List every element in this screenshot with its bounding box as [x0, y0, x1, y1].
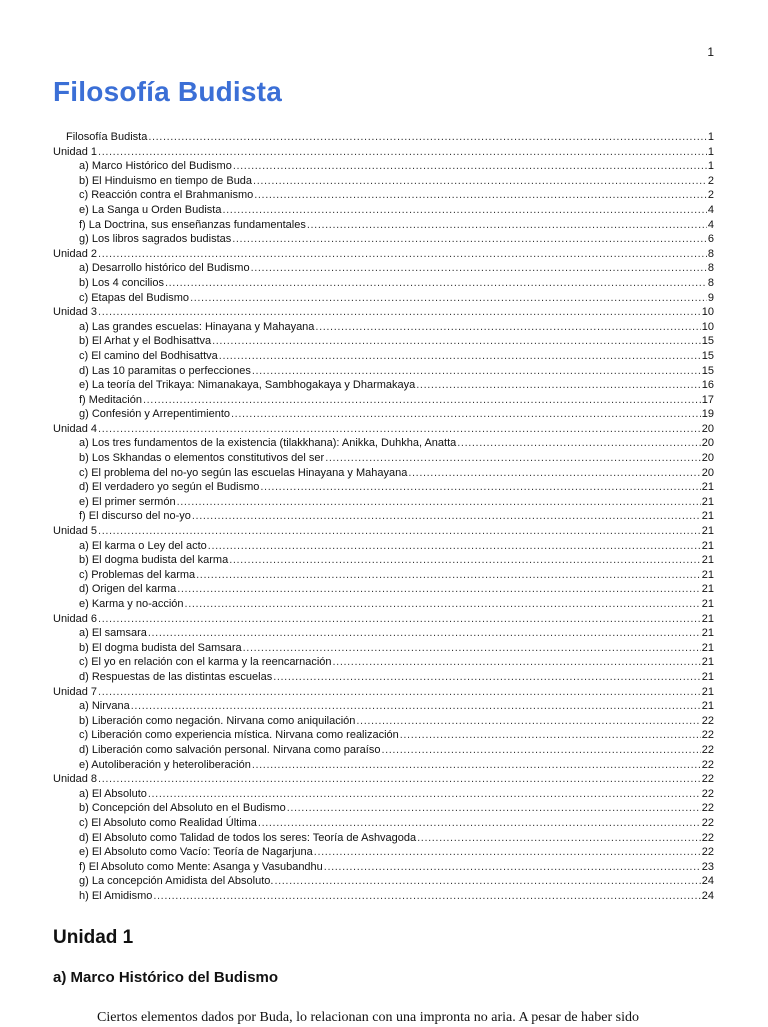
toc-entry-title: a) Los tres fundamentos de la existencia (tilakkhana): Anikka, Duhkha, Anatta [79, 437, 457, 450]
toc-entry-title: e) La teoría del Trikaya: Nimanakaya, Sambhogakaya y Dharmakaya [79, 379, 416, 392]
toc-dot-leader [314, 845, 701, 860]
toc-entry-page: 10 [701, 306, 714, 319]
toc-entry[interactable] [53, 218, 714, 233]
toc-dot-leader [233, 159, 707, 174]
toc-entry-page: 2 [707, 189, 714, 202]
toc-entry-page: 15 [701, 364, 714, 377]
toc-entry[interactable] [53, 203, 714, 218]
toc-dot-leader [251, 261, 707, 276]
toc-entry[interactable] [53, 568, 714, 583]
toc-entry-title: h) El Amidismo [79, 889, 153, 902]
toc-entry[interactable] [53, 743, 714, 758]
page-number: 1 [707, 45, 714, 59]
toc-entry-page: 20 [701, 466, 714, 479]
toc-entry-page: 22 [701, 846, 714, 859]
toc-entry-page: 21 [701, 554, 714, 567]
toc-dot-leader [287, 801, 701, 816]
toc-dot-leader [400, 728, 701, 743]
toc-entry[interactable] [53, 801, 714, 816]
toc-dot-leader [148, 787, 701, 802]
toc-dot-leader [148, 626, 701, 641]
toc-entry-page: 24 [701, 875, 714, 888]
toc-dot-leader [98, 305, 701, 320]
toc-entry-page: 21 [701, 627, 714, 640]
toc-entry-page: 16 [701, 379, 714, 392]
toc-entry-page: 8 [707, 276, 714, 289]
toc-dot-leader [274, 874, 700, 889]
toc-entry-title: b) El Arhat y el Bodhisattva [79, 335, 212, 348]
toc-entry-page: 21 [701, 495, 714, 508]
toc-entry-page: 20 [701, 437, 714, 450]
toc-entry[interactable] [53, 772, 714, 787]
toc-entry-title: f) La Doctrina, sus enseñanzas fundamentales [79, 218, 306, 231]
toc-entry-title: g) La concepción Amidista del Absoluto. [79, 875, 274, 888]
toc-dot-leader [148, 130, 707, 145]
toc-entry-page: 21 [701, 539, 714, 552]
toc-entry-title: b) El Hinduismo en tiempo de Buda [79, 174, 253, 187]
toc-entry-page: 21 [701, 685, 714, 698]
toc-entry[interactable] [53, 247, 714, 262]
toc-dot-leader [185, 597, 701, 612]
toc-dot-leader [252, 758, 701, 773]
toc-dot-leader [252, 364, 701, 379]
toc-entry[interactable] [53, 582, 714, 597]
toc-entry[interactable] [53, 261, 714, 276]
toc-entry-title: c) El yo en relación con el karma y la reencarnación [79, 656, 332, 669]
toc-entry-page: 22 [701, 729, 714, 742]
toc-entry-title: b) El dogma budista del karma [79, 554, 229, 567]
toc-entry[interactable] [53, 422, 714, 437]
toc-entry-page: 6 [707, 233, 714, 246]
toc-entry[interactable] [53, 524, 714, 539]
toc-entry-page: 9 [707, 291, 714, 304]
toc-entry[interactable] [53, 291, 714, 306]
toc-entry-page: 4 [707, 203, 714, 216]
toc-entry[interactable] [53, 699, 714, 714]
toc-entry-page: 21 [701, 525, 714, 538]
toc-entry-page: 15 [701, 349, 714, 362]
toc-entry[interactable] [53, 393, 714, 408]
toc-dot-leader [325, 451, 701, 466]
toc-entry[interactable] [53, 655, 714, 670]
toc-entry-title: b) Los Skhandas o elementos constitutivos del ser [79, 452, 325, 465]
toc-dot-leader [222, 203, 706, 218]
toc-entry-title: g) Los libros sagrados budistas [79, 233, 232, 246]
toc-dot-leader [258, 816, 701, 831]
toc-entry[interactable] [53, 845, 714, 860]
toc-entry-page: 22 [701, 714, 714, 727]
toc-dot-leader [417, 831, 701, 846]
toc-entry-page: 4 [707, 218, 714, 231]
toc-entry[interactable] [53, 436, 714, 451]
toc-entry-page: 21 [701, 598, 714, 610]
toc-dot-leader [196, 568, 701, 583]
toc-entry[interactable] [53, 378, 714, 393]
toc-entry-title: c) Reacción contra el Brahmanismo [79, 189, 254, 202]
toc-dot-leader [131, 699, 701, 714]
toc-entry-page: 2 [707, 174, 714, 187]
toc-entry[interactable] [53, 889, 714, 904]
toc-entry-title: d) El verdadero yo según el Budismo [79, 481, 260, 494]
toc-entry-page: 22 [701, 787, 714, 800]
toc-entry[interactable] [53, 685, 714, 700]
toc-entry-title: d) El Absoluto como Talidad de todos los seres: Teoría de Ashvagoda [79, 831, 417, 844]
toc-entry[interactable] [53, 334, 714, 349]
toc-entry-page: 15 [701, 335, 714, 348]
toc-entry[interactable] [53, 305, 714, 320]
toc-entry-title: d) Respuestas de las distintas escuelas [79, 670, 273, 683]
toc-entry[interactable] [53, 758, 714, 773]
toc-entry-title: a) El karma o Ley del acto [79, 539, 207, 552]
toc-entry-title: b) Liberación como negación. Nirvana como aniquilación [79, 714, 356, 727]
toc-entry[interactable] [53, 480, 714, 495]
toc-dot-leader [98, 422, 701, 437]
toc-dot-leader [457, 436, 700, 451]
document-title: Filosofía Budista [53, 76, 282, 107]
toc-entry-title: a) Desarrollo histórico del Budismo [79, 262, 250, 275]
toc-entry-title: a) Las grandes escuelas: Hinayana y Mahayana [79, 320, 315, 333]
toc-entry-title: Unidad 7 [53, 685, 98, 698]
toc-entry-title: e) La Sanga u Orden Budista [79, 203, 222, 216]
toc-entry-page: 21 [701, 612, 714, 625]
toc-entry-title: Unidad 3 [53, 306, 98, 319]
toc-entry[interactable] [53, 466, 714, 481]
toc-entry-page: 21 [701, 641, 714, 654]
table-of-contents [53, 130, 714, 903]
toc-entry-page: 21 [701, 481, 714, 494]
toc-dot-leader [177, 495, 701, 510]
toc-dot-leader [208, 539, 701, 554]
toc-entry-page: 21 [701, 568, 714, 581]
toc-entry-title: a) Marco Histórico del Budismo [79, 160, 232, 173]
toc-entry-title: e) El primer sermón [79, 495, 176, 508]
toc-entry[interactable] [53, 159, 714, 174]
toc-dot-leader [232, 232, 707, 247]
toc-entry[interactable] [53, 539, 714, 554]
toc-dot-leader [219, 349, 701, 364]
toc-entry[interactable] [53, 787, 714, 802]
toc-dot-leader [315, 320, 700, 335]
body-paragraph: Ciertos elementos dados por Buda, lo relacionan con una impronta no aria. A pesar de haber sido [97, 1010, 639, 1025]
toc-entry-page: 19 [701, 408, 714, 421]
toc-entry-page: 23 [701, 860, 714, 873]
toc-dot-leader [98, 145, 707, 160]
toc-entry-title: c) El camino del Bodhisattva [79, 349, 218, 362]
toc-dot-leader [98, 247, 707, 262]
toc-entry[interactable] [53, 188, 714, 203]
toc-dot-leader [333, 655, 701, 670]
toc-dot-leader [307, 218, 707, 233]
toc-entry-page: 1 [707, 145, 714, 158]
toc-entry-title: Unidad 1 [53, 145, 98, 158]
toc-dot-leader [381, 743, 700, 758]
toc-entry[interactable] [53, 816, 714, 831]
toc-entry-title: d) Liberación como salvación personal. Nirvana como paraíso [79, 743, 381, 756]
toc-dot-leader [165, 276, 707, 291]
toc-entry[interactable] [53, 349, 714, 364]
toc-entry[interactable] [53, 670, 714, 685]
toc-entry-page: 22 [701, 758, 714, 771]
toc-entry-title: a) El samsara [79, 627, 147, 640]
toc-entry-page: 22 [701, 802, 714, 815]
toc-entry-page: 21 [701, 700, 714, 713]
toc-entry[interactable] [53, 364, 714, 379]
toc-entry-title: b) Concepción del Absoluto en el Budismo [79, 802, 286, 815]
toc-entry-page: 21 [701, 583, 714, 596]
toc-entry-title: c) El problema del no-yo según las escuelas Hinayana y Mahayana [79, 466, 408, 479]
section-subheading: a) Marco Histórico del Budismo [53, 969, 279, 986]
toc-dot-leader [260, 480, 700, 495]
toc-entry-page: 22 [701, 743, 714, 756]
toc-entry-page: 21 [701, 670, 714, 683]
toc-entry[interactable] [53, 174, 714, 189]
toc-entry-page: 10 [701, 320, 714, 333]
toc-entry-page: 22 [701, 816, 714, 829]
toc-dot-leader [253, 174, 707, 189]
toc-dot-leader [98, 685, 701, 700]
toc-entry[interactable] [53, 874, 714, 889]
toc-entry-title: f) Meditación [79, 393, 142, 406]
toc-entry-page: 24 [701, 889, 714, 902]
toc-entry-title: b) Los 4 concilios [79, 276, 164, 289]
toc-entry-title: c) El Absoluto como Realidad Última [79, 816, 257, 829]
toc-dot-leader [212, 334, 701, 349]
toc-entry-page: 17 [701, 393, 714, 406]
toc-entry-page: 1 [707, 131, 714, 143]
toc-entry-page: 20 [701, 452, 714, 465]
toc-dot-leader [98, 612, 701, 627]
toc-dot-leader [177, 582, 701, 597]
toc-dot-leader [408, 466, 700, 481]
toc-dot-leader [143, 393, 701, 408]
toc-entry-title: f) El Absoluto como Mente: Asanga y Vasubandhu [79, 860, 323, 873]
toc-entry-page: 8 [707, 262, 714, 275]
toc-entry-page: 22 [701, 773, 714, 786]
toc-entry-title: c) Problemas del karma [79, 568, 196, 581]
toc-entry-page: 1 [707, 160, 714, 173]
toc-entry[interactable] [53, 728, 714, 743]
toc-entry[interactable] [53, 145, 714, 160]
toc-entry-page: 21 [701, 656, 714, 669]
toc-entry-title: Unidad 2 [53, 247, 98, 260]
toc-dot-leader [243, 641, 701, 656]
toc-dot-leader [98, 772, 701, 787]
toc-dot-leader [324, 860, 701, 875]
toc-entry-title: c) Liberación como experiencia mística. Nirvana como realización [79, 729, 399, 742]
toc-entry-title: a) El Absoluto [79, 787, 147, 800]
toc-entry[interactable] [53, 451, 714, 466]
toc-entry[interactable] [53, 232, 714, 247]
toc-dot-leader [231, 407, 701, 422]
toc-entry[interactable] [53, 320, 714, 335]
toc-entry[interactable] [53, 641, 714, 656]
toc-dot-leader [192, 509, 701, 524]
toc-entry[interactable] [53, 553, 714, 568]
toc-entry-title: b) El dogma budista del Samsara [79, 641, 242, 654]
toc-dot-leader [273, 670, 701, 685]
toc-entry-title: e) El Absoluto como Vacío: Teoría de Nagarjuna [79, 846, 313, 859]
toc-entry[interactable] [53, 597, 714, 612]
toc-entry[interactable] [53, 714, 714, 729]
toc-entry[interactable] [53, 407, 714, 422]
toc-entry-title: e) Autoliberación y heteroliberación [79, 758, 251, 771]
toc-entry-title: a) Nirvana [79, 700, 130, 713]
toc-entry-title: Unidad 6 [53, 612, 98, 625]
unit-heading: Unidad 1 [53, 927, 134, 948]
toc-entry[interactable] [53, 509, 714, 524]
toc-entry[interactable] [53, 626, 714, 641]
toc-entry-title: d) Origen del karma [79, 583, 177, 596]
toc-dot-leader [153, 889, 700, 904]
toc-entry[interactable] [53, 276, 714, 291]
toc-entry-title: Filosofía Budista [66, 131, 148, 143]
toc-entry-title: c) Etapas del Budismo [79, 291, 190, 304]
toc-entry[interactable] [53, 860, 714, 875]
toc-entry-title: f) El discurso del no-yo [79, 510, 191, 523]
toc-dot-leader [229, 553, 701, 568]
toc-entry-title: e) Karma y no-acción [79, 598, 184, 610]
toc-dot-leader [190, 291, 707, 306]
toc-entry[interactable] [53, 612, 714, 627]
toc-entry-title: Unidad 8 [53, 773, 98, 786]
toc-dot-leader [98, 524, 701, 539]
toc-entry[interactable] [53, 495, 714, 510]
toc-entry-page: 20 [701, 422, 714, 435]
toc-entry-title: Unidad 5 [53, 525, 98, 538]
toc-entry[interactable] [53, 130, 714, 145]
toc-entry-page: 22 [701, 831, 714, 844]
toc-dot-leader [254, 188, 707, 203]
toc-dot-leader [416, 378, 700, 393]
toc-dot-leader [356, 714, 700, 729]
toc-entry-page: 21 [701, 510, 714, 523]
toc-entry-title: g) Confesión y Arrepentimiento [79, 408, 231, 421]
toc-entry-page: 8 [707, 247, 714, 260]
toc-entry-title: d) Las 10 paramitas o perfecciones [79, 364, 251, 377]
toc-entry[interactable] [53, 831, 714, 846]
toc-entry-title: Unidad 4 [53, 422, 98, 435]
